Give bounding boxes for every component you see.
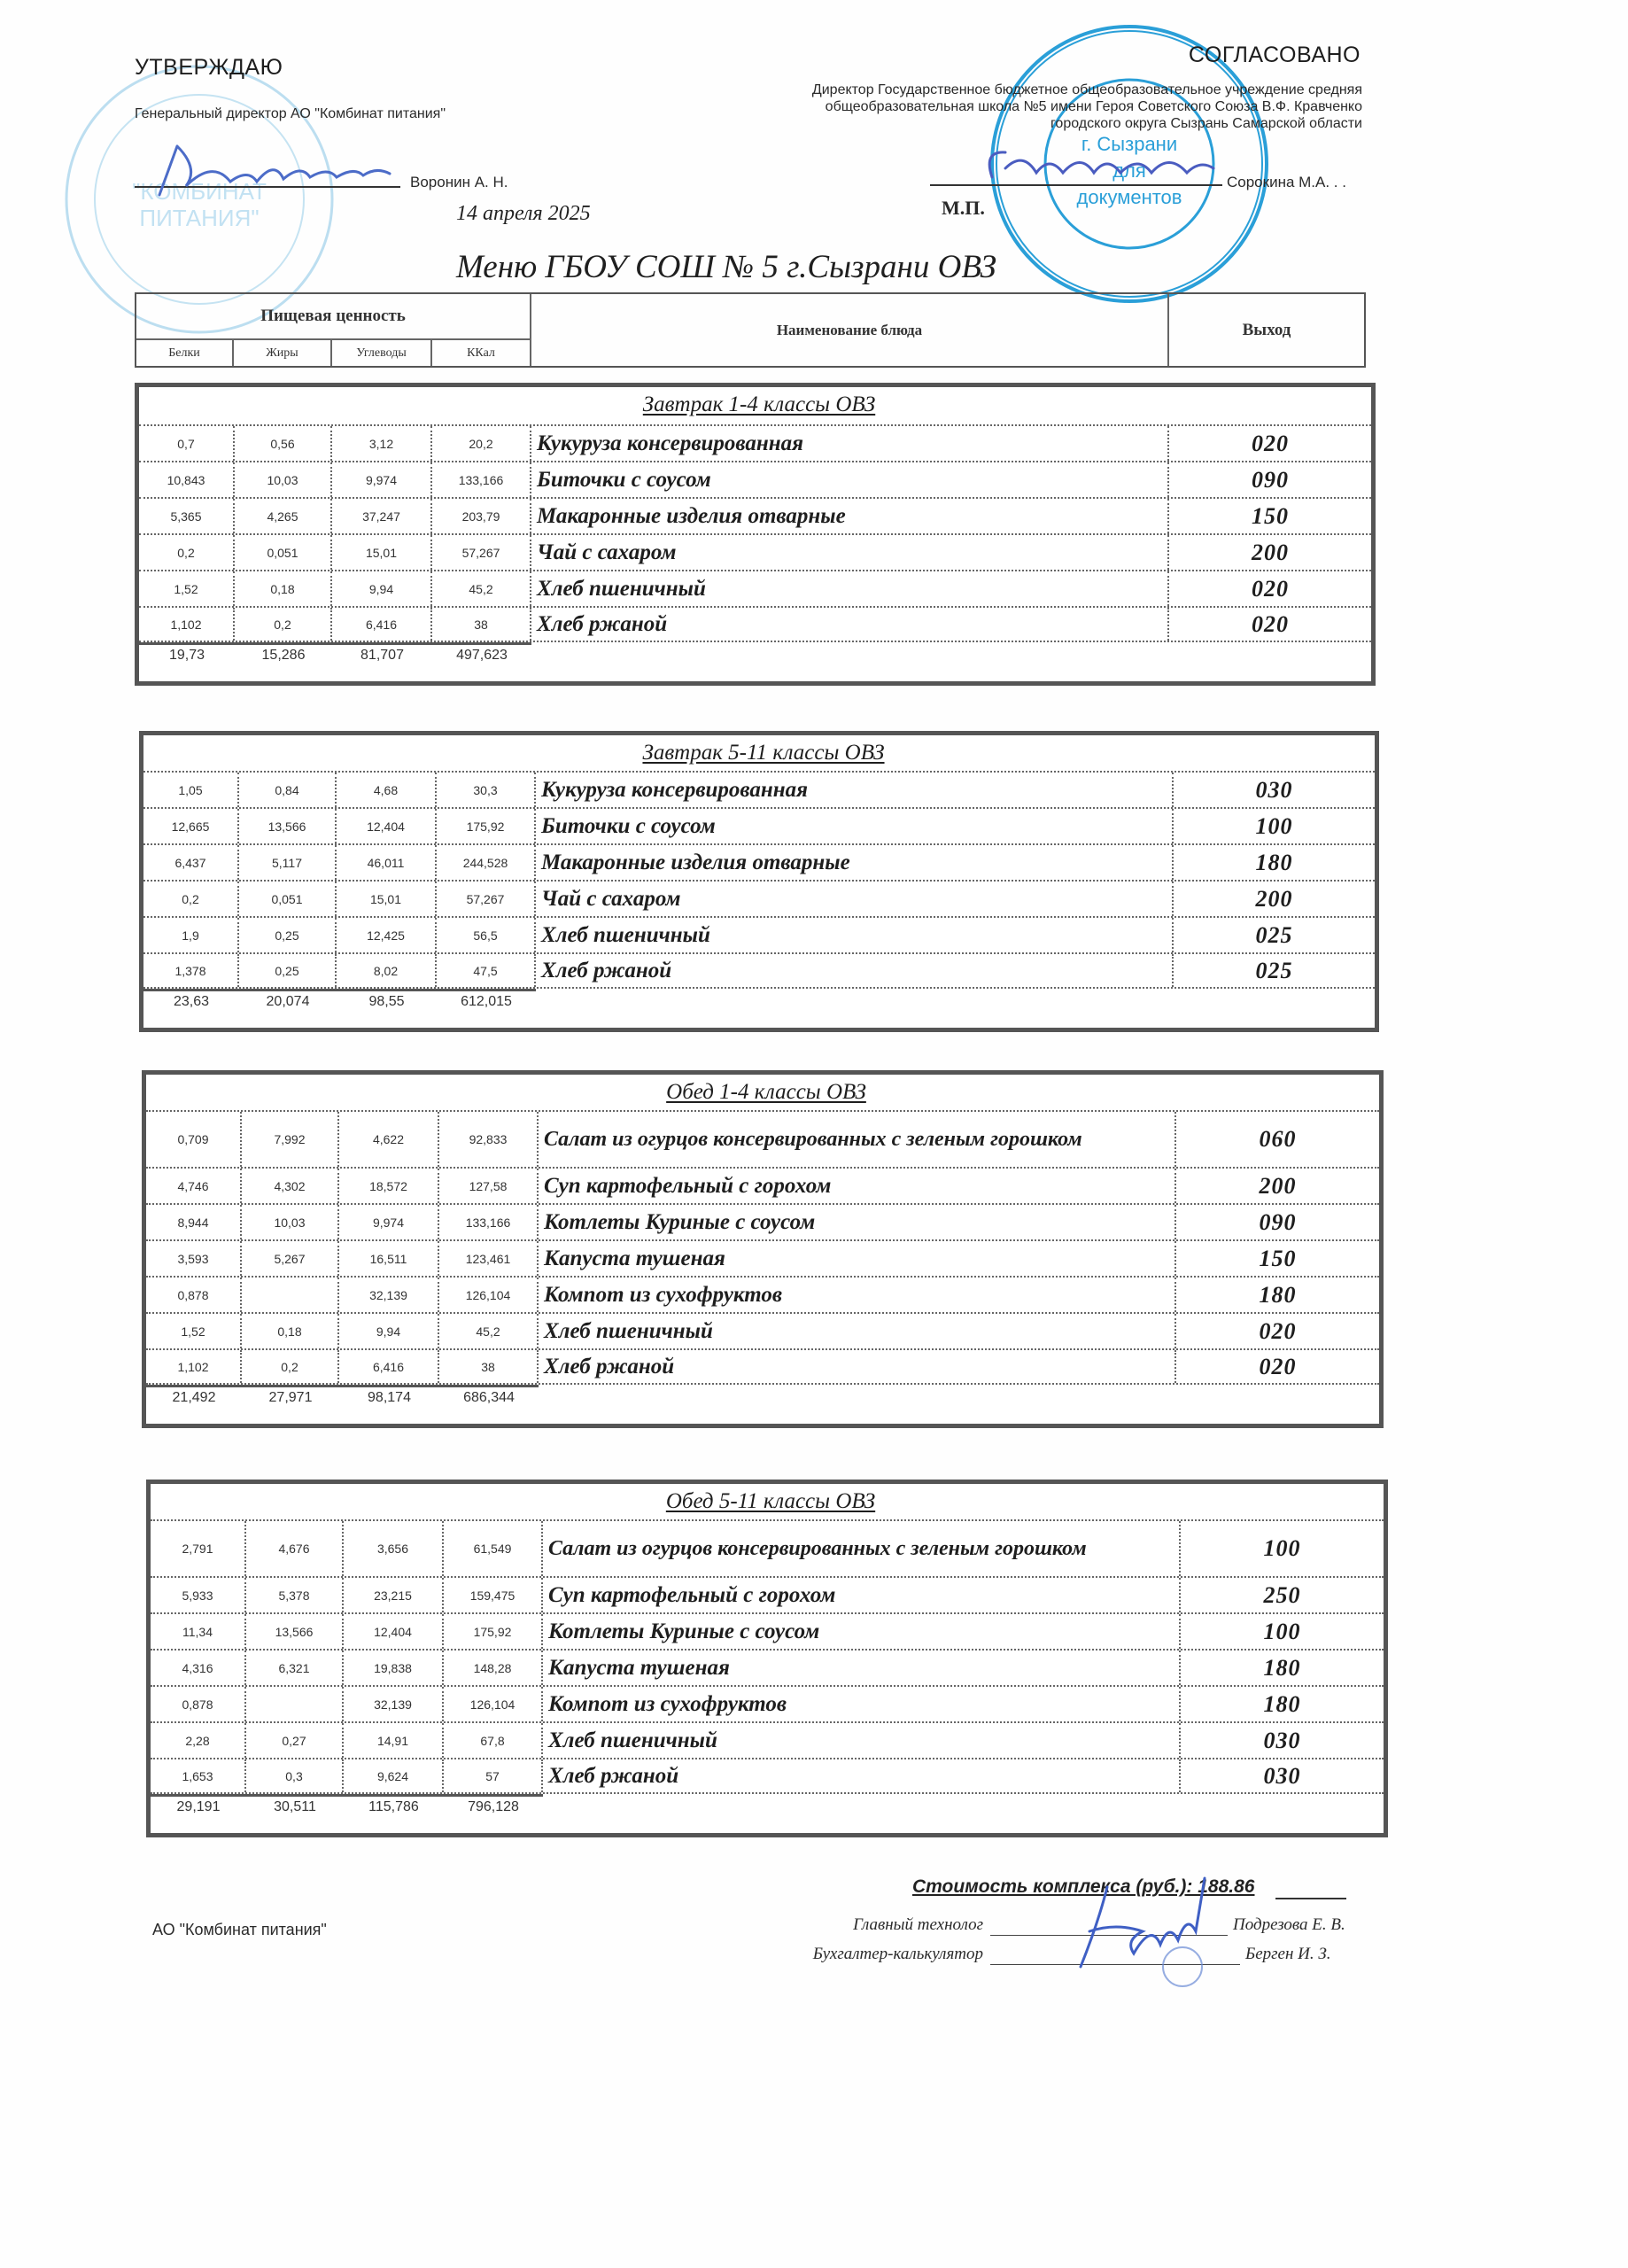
fat-value: 0,051 bbox=[235, 535, 332, 570]
dish-name: Чай с сахаром bbox=[536, 882, 1174, 916]
total-protein: 29,191 bbox=[176, 1798, 221, 1814]
carbs-value: 9,624 bbox=[344, 1759, 444, 1792]
kcal-value: 203,79 bbox=[432, 499, 531, 533]
agreed-heading: СОГЛАСОВАНО bbox=[1188, 43, 1361, 67]
menu-row bbox=[151, 1758, 1384, 1794]
fat-value: 13,566 bbox=[246, 1614, 344, 1649]
carbs-value: 4,68 bbox=[337, 773, 437, 807]
dish-name: Макаронные изделия отварные bbox=[536, 845, 1174, 880]
total-kcal: 497,623 bbox=[456, 647, 508, 663]
protein-value: 5,365 bbox=[139, 499, 235, 533]
dish-name: Суп картофельный с горохом bbox=[539, 1169, 1176, 1203]
menu-row bbox=[139, 424, 1371, 461]
carbs-value: 46,011 bbox=[337, 845, 437, 880]
kcal-value: 126,104 bbox=[444, 1687, 543, 1721]
menu-row bbox=[143, 807, 1375, 843]
approve-heading: УТВЕРЖДАЮ bbox=[135, 55, 283, 80]
kcal-value: 159,475 bbox=[444, 1578, 543, 1612]
menu-row bbox=[139, 497, 1371, 533]
carbs-value: 16,511 bbox=[339, 1241, 439, 1276]
menu-row bbox=[151, 1685, 1384, 1721]
menu-row bbox=[139, 461, 1371, 497]
total-fat: 30,511 bbox=[274, 1798, 316, 1814]
dish-output: 180 bbox=[1263, 1690, 1301, 1717]
kcal-value: 38 bbox=[439, 1350, 539, 1383]
menu-row bbox=[139, 533, 1371, 570]
kcal-value: 126,104 bbox=[439, 1278, 539, 1312]
carbs-value: 4,622 bbox=[339, 1112, 439, 1167]
kcal-value: 133,166 bbox=[439, 1205, 539, 1239]
menu-row bbox=[146, 1167, 1379, 1203]
footer-company: АО "Комбинат питания" bbox=[152, 1921, 327, 1938]
section-title: Завтрак 1-4 классы ОВЗ bbox=[642, 392, 876, 416]
menu-row bbox=[143, 880, 1375, 916]
protein-value: 1,05 bbox=[143, 773, 239, 807]
svg-text:г. Сызрани: г. Сызрани bbox=[1081, 133, 1178, 155]
dish-name: Капуста тушеная bbox=[543, 1651, 1181, 1685]
dish-name: Кукуруза консервированная bbox=[531, 426, 1169, 461]
menu-row bbox=[143, 952, 1375, 989]
protein-value: 2,28 bbox=[151, 1723, 246, 1758]
kcal-value: 45,2 bbox=[432, 571, 531, 606]
dish-name: Салат из огурцов консервированных с зеленым горошком bbox=[539, 1112, 1176, 1167]
protein-value: 2,791 bbox=[151, 1521, 246, 1576]
fat-value: 0,25 bbox=[239, 918, 337, 952]
carbs-value: 6,416 bbox=[332, 608, 432, 641]
section-totals bbox=[146, 1385, 539, 1408]
column-header-kcal: ККал bbox=[432, 340, 531, 366]
kcal-value: 148,28 bbox=[444, 1651, 543, 1685]
seal-label: М.П. bbox=[942, 197, 985, 219]
svg-text:ПИТАНИЯ": ПИТАНИЯ" bbox=[139, 205, 260, 231]
fat-value: 5,117 bbox=[239, 845, 337, 880]
footer-name-technologist: Подрезова Е. В. bbox=[1233, 1915, 1345, 1934]
dish-name: Хлеб пшеничный bbox=[543, 1723, 1181, 1758]
menu-row bbox=[146, 1239, 1379, 1276]
dish-name: Котлеты Куриные с соусом bbox=[543, 1614, 1181, 1649]
dish-output: 030 bbox=[1263, 1762, 1301, 1789]
menu-row bbox=[146, 1276, 1379, 1312]
carbs-value: 9,974 bbox=[332, 462, 432, 497]
dish-output: 060 bbox=[1259, 1126, 1297, 1152]
dish-output: 020 bbox=[1252, 610, 1289, 637]
approval-date: 14 апреля 2025 bbox=[456, 202, 591, 225]
carbs-value: 3,12 bbox=[332, 426, 432, 461]
dish-name: Компот из сухофруктов bbox=[543, 1687, 1181, 1721]
protein-value: 1,52 bbox=[139, 571, 235, 606]
dish-output: 030 bbox=[1263, 1727, 1301, 1753]
menu-row bbox=[146, 1312, 1379, 1348]
footer-signature bbox=[1045, 1869, 1240, 2002]
protein-value: 1,378 bbox=[143, 954, 239, 987]
dish-name: Капуста тушеная bbox=[539, 1241, 1176, 1276]
kcal-value: 57,267 bbox=[432, 535, 531, 570]
column-header-protein: Белки bbox=[136, 340, 234, 366]
kcal-value: 61,549 bbox=[444, 1521, 543, 1576]
kcal-value: 30,3 bbox=[437, 773, 536, 807]
approver-position: Генеральный директор АО "Комбинат питания" bbox=[135, 106, 446, 121]
total-fat: 27,971 bbox=[268, 1389, 313, 1405]
protein-value: 1,653 bbox=[151, 1759, 246, 1792]
section-title: Обед 5-11 классы ОВЗ bbox=[665, 1489, 876, 1513]
kcal-value: 123,461 bbox=[439, 1241, 539, 1276]
table-header bbox=[135, 292, 1366, 368]
carbs-value: 9,974 bbox=[339, 1205, 439, 1239]
menu-section bbox=[142, 1070, 1384, 1428]
carbs-value: 14,91 bbox=[344, 1723, 444, 1758]
cost-underline bbox=[1275, 1898, 1346, 1899]
carbs-value: 12,425 bbox=[337, 918, 437, 952]
menu-row bbox=[143, 843, 1375, 880]
fat-value: 0,2 bbox=[242, 1350, 339, 1383]
kcal-value: 67,8 bbox=[444, 1723, 543, 1758]
kcal-value: 175,92 bbox=[437, 809, 536, 843]
dish-name: Хлеб ржаной bbox=[543, 1759, 1181, 1792]
section-title: Обед 1-4 классы ОВЗ bbox=[666, 1080, 866, 1104]
dish-name: Биточки с соусом bbox=[531, 462, 1169, 497]
total-carbs: 98,55 bbox=[368, 993, 405, 1009]
protein-value: 0,2 bbox=[139, 535, 235, 570]
fat-value: 0,84 bbox=[239, 773, 337, 807]
dish-output: 200 bbox=[1259, 1172, 1297, 1199]
fat-value: 0,25 bbox=[239, 954, 337, 987]
carbs-value: 15,01 bbox=[337, 882, 437, 916]
protein-value: 8,944 bbox=[146, 1205, 242, 1239]
carbs-value: 3,656 bbox=[344, 1521, 444, 1576]
dish-name: Чай с сахаром bbox=[531, 535, 1169, 570]
carbs-value: 9,94 bbox=[332, 571, 432, 606]
dish-output: 150 bbox=[1259, 1245, 1297, 1271]
protein-value: 3,593 bbox=[146, 1241, 242, 1276]
dish-output: 250 bbox=[1263, 1581, 1301, 1608]
total-kcal: 796,128 bbox=[468, 1798, 519, 1814]
carbs-value: 15,01 bbox=[332, 535, 432, 570]
page-title: Меню ГБОУ СОШ № 5 г.Сызрани ОВЗ bbox=[456, 249, 996, 285]
kcal-value: 175,92 bbox=[444, 1614, 543, 1649]
section-totals bbox=[143, 989, 536, 1012]
fat-value: 5,267 bbox=[242, 1241, 339, 1276]
total-protein: 21,492 bbox=[172, 1389, 216, 1405]
kcal-value: 47,5 bbox=[437, 954, 536, 987]
total-carbs: 81,707 bbox=[360, 647, 404, 663]
complex-cost: Стоимость комплекса (руб.): 188.86 bbox=[912, 1876, 1255, 1897]
carbs-value: 19,838 bbox=[344, 1651, 444, 1685]
fat-value: 4,302 bbox=[242, 1169, 339, 1203]
dish-output: 100 bbox=[1255, 812, 1293, 839]
dish-output: 100 bbox=[1263, 1618, 1301, 1644]
total-fat: 15,286 bbox=[261, 647, 306, 663]
fat-value bbox=[242, 1278, 339, 1312]
fat-value: 0,3 bbox=[246, 1759, 344, 1792]
menu-section bbox=[135, 383, 1376, 686]
protein-value: 6,437 bbox=[143, 845, 239, 880]
column-header-fat: Жиры bbox=[234, 340, 332, 366]
carbs-value: 12,404 bbox=[337, 809, 437, 843]
svg-text:для: для bbox=[1112, 159, 1146, 182]
fat-value: 0,051 bbox=[239, 882, 337, 916]
carbs-value: 32,139 bbox=[344, 1687, 444, 1721]
fat-value bbox=[246, 1687, 344, 1721]
dish-output: 100 bbox=[1263, 1535, 1301, 1561]
fat-value: 4,676 bbox=[246, 1521, 344, 1576]
menu-row bbox=[151, 1612, 1384, 1649]
dish-name: Хлеб пшеничный bbox=[531, 571, 1169, 606]
fat-value: 0,27 bbox=[246, 1723, 344, 1758]
menu-row bbox=[146, 1348, 1379, 1385]
dish-name: Хлеб ржаной bbox=[536, 954, 1174, 987]
total-protein: 19,73 bbox=[168, 647, 205, 663]
section-totals bbox=[139, 642, 531, 665]
protein-value: 1,102 bbox=[139, 608, 235, 641]
carbs-value: 8,02 bbox=[337, 954, 437, 987]
agreer-position-line: общеобразовательная школа №5 имени Героя Советского Союза В.Ф. Кравченко bbox=[825, 99, 1362, 114]
agreer-position-line: Директор Государственное бюджетное общеобразовательное учреждение средняя bbox=[811, 82, 1362, 97]
nutrition-group-header: Пищевая ценность bbox=[136, 294, 531, 340]
kcal-value: 56,5 bbox=[437, 918, 536, 952]
dish-name: Хлеб пшеничный bbox=[536, 918, 1174, 952]
carbs-value: 9,94 bbox=[339, 1314, 439, 1348]
kcal-value: 57 bbox=[444, 1759, 543, 1792]
menu-row bbox=[151, 1519, 1384, 1576]
dish-name: Компот из сухофруктов bbox=[539, 1278, 1176, 1312]
fat-value: 0,56 bbox=[235, 426, 332, 461]
svg-text:документов: документов bbox=[1076, 186, 1182, 208]
protein-value: 5,933 bbox=[151, 1578, 246, 1612]
svg-text:"КОМБИНАТ: "КОМБИНАТ bbox=[132, 178, 267, 205]
dish-name: Хлеб ржаной bbox=[539, 1350, 1176, 1383]
protein-value: 10,843 bbox=[139, 462, 235, 497]
menu-row bbox=[139, 606, 1371, 642]
protein-value: 11,34 bbox=[151, 1614, 246, 1649]
dish-output: 030 bbox=[1255, 776, 1293, 803]
dish-name: Биточки с соусом bbox=[536, 809, 1174, 843]
protein-value: 0,2 bbox=[143, 882, 239, 916]
protein-value: 0,878 bbox=[151, 1687, 246, 1721]
dish-output: 090 bbox=[1259, 1208, 1297, 1235]
total-carbs: 115,786 bbox=[368, 1798, 419, 1814]
agreer-position bbox=[654, 82, 1362, 132]
kcal-value: 45,2 bbox=[439, 1314, 539, 1348]
kcal-value: 57,267 bbox=[437, 882, 536, 916]
dish-output: 025 bbox=[1255, 957, 1293, 983]
dish-output: 090 bbox=[1252, 466, 1289, 493]
dish-output: 150 bbox=[1252, 502, 1289, 529]
protein-value: 1,9 bbox=[143, 918, 239, 952]
menu-row bbox=[139, 570, 1371, 606]
dish-output: 180 bbox=[1255, 849, 1293, 875]
kcal-value: 20,2 bbox=[432, 426, 531, 461]
menu-row bbox=[143, 916, 1375, 952]
footer-role-accountant: Бухгалтер-калькулятор bbox=[812, 1945, 983, 1963]
menu-row bbox=[151, 1649, 1384, 1685]
dish-name: Хлеб ржаной bbox=[531, 608, 1169, 641]
carbs-value: 12,404 bbox=[344, 1614, 444, 1649]
total-kcal: 686,344 bbox=[463, 1389, 515, 1405]
kcal-value: 244,528 bbox=[437, 845, 536, 880]
column-header-dish: Наименование блюда bbox=[531, 294, 1169, 366]
agreer-name: Сорокина М.А. . . bbox=[1227, 174, 1346, 190]
dish-output: 020 bbox=[1252, 575, 1289, 602]
menu-row bbox=[151, 1721, 1384, 1758]
menu-row bbox=[146, 1110, 1379, 1167]
total-fat: 20,074 bbox=[266, 993, 310, 1009]
menu-row bbox=[146, 1203, 1379, 1239]
protein-value: 12,665 bbox=[143, 809, 239, 843]
dish-name: Кукуруза консервированная bbox=[536, 773, 1174, 807]
menu-row bbox=[151, 1576, 1384, 1612]
fat-value: 7,992 bbox=[242, 1112, 339, 1167]
menu-row bbox=[143, 771, 1375, 807]
dish-output: 180 bbox=[1259, 1281, 1297, 1308]
approver-signature bbox=[151, 142, 416, 204]
carbs-value: 6,416 bbox=[339, 1350, 439, 1383]
section-title: Завтрак 5-11 классы ОВЗ bbox=[642, 741, 885, 765]
dish-output: 180 bbox=[1263, 1654, 1301, 1681]
dish-output: 020 bbox=[1259, 1353, 1297, 1379]
footer-role-technologist: Главный технолог bbox=[853, 1915, 983, 1934]
fat-value: 10,03 bbox=[242, 1205, 339, 1239]
dish-name: Салат из огурцов консервированных с зеленым горошком bbox=[543, 1521, 1181, 1576]
kcal-value: 92,833 bbox=[439, 1112, 539, 1167]
total-protein: 23,63 bbox=[173, 993, 210, 1009]
kcal-value: 38 bbox=[432, 608, 531, 641]
agreer-signature bbox=[974, 142, 1240, 195]
total-kcal: 612,015 bbox=[461, 993, 512, 1009]
fat-value: 0,18 bbox=[235, 571, 332, 606]
dish-output: 200 bbox=[1255, 885, 1293, 912]
carbs-value: 18,572 bbox=[339, 1169, 439, 1203]
carbs-value: 23,215 bbox=[344, 1578, 444, 1612]
fat-value: 4,265 bbox=[235, 499, 332, 533]
protein-value: 1,102 bbox=[146, 1350, 242, 1383]
footer-name-accountant: Берген И. З. bbox=[1245, 1945, 1331, 1963]
dish-output: 025 bbox=[1255, 921, 1293, 948]
dish-name: Макаронные изделия отварные bbox=[531, 499, 1169, 533]
column-header-carbs: Углеводы bbox=[332, 340, 432, 366]
kcal-value: 127,58 bbox=[439, 1169, 539, 1203]
dish-output: 020 bbox=[1252, 430, 1289, 456]
fat-value: 6,321 bbox=[246, 1651, 344, 1685]
approver-name: Воронин А. Н. bbox=[410, 174, 508, 190]
fat-value: 0,2 bbox=[235, 608, 332, 641]
protein-value: 1,52 bbox=[146, 1314, 242, 1348]
fat-value: 10,03 bbox=[235, 462, 332, 497]
agreer-position-line: городского округа Сызрань Самарской области bbox=[1050, 116, 1362, 131]
fat-value: 0,18 bbox=[242, 1314, 339, 1348]
carbs-value: 32,139 bbox=[339, 1278, 439, 1312]
total-carbs: 98,174 bbox=[368, 1389, 411, 1405]
section-totals bbox=[151, 1794, 543, 1817]
carbs-value: 37,247 bbox=[332, 499, 432, 533]
dish-name: Суп картофельный с горохом bbox=[543, 1578, 1181, 1612]
dish-output: 200 bbox=[1252, 539, 1289, 565]
protein-value: 0,878 bbox=[146, 1278, 242, 1312]
protein-value: 0,7 bbox=[139, 426, 235, 461]
column-header-output: Выход bbox=[1242, 320, 1291, 339]
dish-name: Хлеб пшеничный bbox=[539, 1314, 1176, 1348]
fat-value: 13,566 bbox=[239, 809, 337, 843]
dish-name: Котлеты Куриные с соусом bbox=[539, 1205, 1176, 1239]
protein-value: 4,316 bbox=[151, 1651, 246, 1685]
menu-section bbox=[146, 1480, 1388, 1837]
menu-section bbox=[139, 731, 1379, 1032]
kcal-value: 133,166 bbox=[432, 462, 531, 497]
fat-value: 5,378 bbox=[246, 1578, 344, 1612]
dish-output: 020 bbox=[1259, 1317, 1297, 1344]
protein-value: 0,709 bbox=[146, 1112, 242, 1167]
protein-value: 4,746 bbox=[146, 1169, 242, 1203]
